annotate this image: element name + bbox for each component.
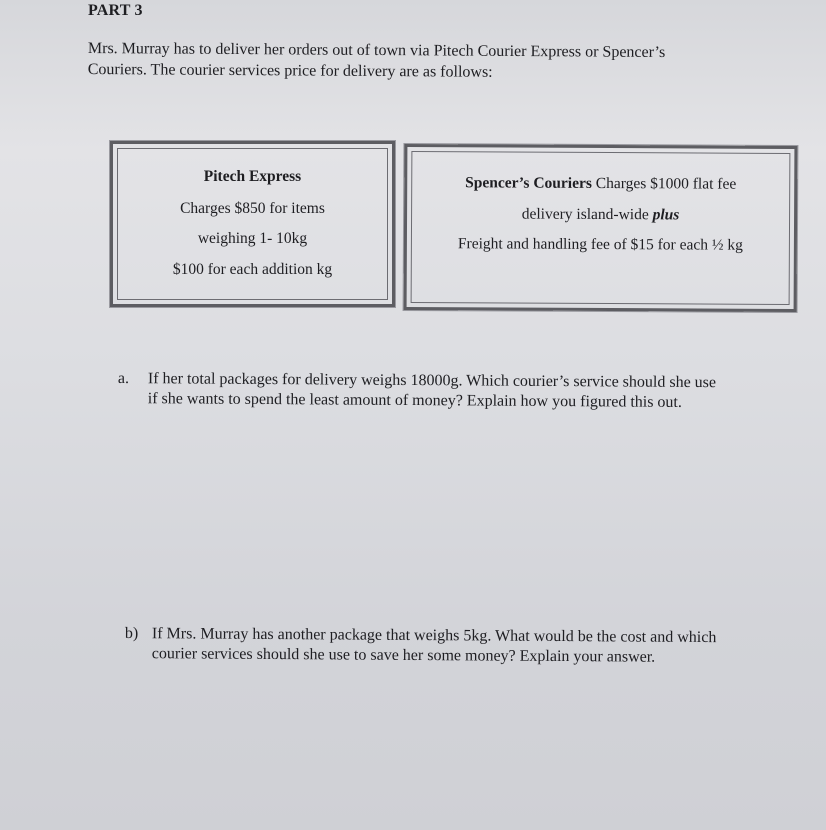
- question-a: [118, 369, 798, 414]
- spencer-line-2-start: delivery island-wide: [521, 205, 653, 224]
- question-b-line-2: courier services should she use to save her some money? Explain your answer.: [151, 645, 656, 666]
- spencer-line-1: [407, 174, 794, 194]
- pitech-line-3: $100 for each addition kg: [172, 261, 333, 278]
- intro-paragraph: [88, 38, 768, 85]
- question-b-line-1: If Mrs. Murray has another package that weighs 5kg. What would be the cost and which: [151, 625, 717, 647]
- spencer-line-3: Freight and handling fee of $15 for each ½ kg: [457, 235, 743, 254]
- question-b-text: [152, 624, 805, 669]
- question-a-line-2: if she wants to spend the least amount of money? Explain how you figured this out.: [147, 390, 682, 411]
- spencer-line-2: [407, 205, 794, 225]
- question-a-text: [148, 369, 798, 414]
- pitech-line-1: Charges $850 for items: [180, 200, 325, 217]
- spencer-plus-emphasis: plus: [652, 206, 680, 224]
- spencer-line-1-rest: Charges $1000 flat fee: [591, 174, 737, 193]
- part-title: PART 3: [88, 2, 143, 19]
- pitech-line-2: weighing 1- 10kg: [197, 230, 308, 247]
- question-b: [125, 624, 805, 669]
- pitech-title: Pitech Express: [203, 168, 302, 185]
- spencer-pricing-box: [404, 144, 798, 312]
- question-a-label: a.: [117, 369, 130, 388]
- question-a-line-1: If her total packages for delivery weighs 18000g. Which courier’s service should she use: [147, 370, 717, 392]
- pitech-pricing-box: [110, 141, 395, 307]
- intro-line-1: Mrs. Murray has to deliver her orders out of town via Pitech Courier Express or Spencer’s: [87, 39, 666, 62]
- spencer-name: Spencer’s Couriers: [465, 174, 592, 192]
- intro-line-2: Couriers. The courier services price for delivery are as follows:: [87, 60, 493, 81]
- question-b-label: b): [124, 625, 139, 643]
